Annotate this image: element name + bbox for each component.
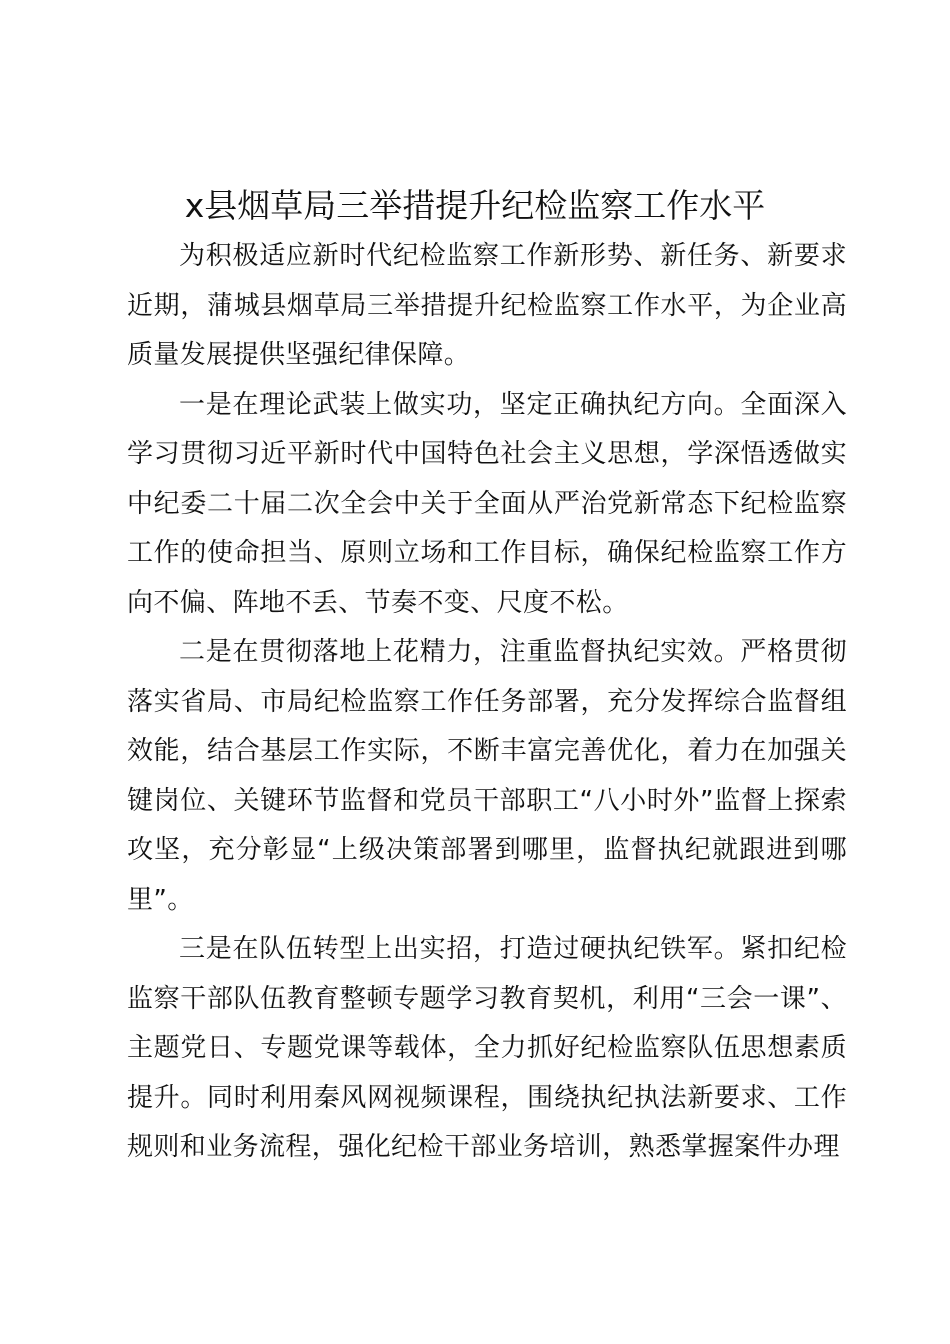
paragraph-team: 三是在队伍转型上出实招，打造过硬执纪铁军。紧扣纪检监察干部队伍教育整顿专题学习教育契机，利用“三会一课”、主题党日、专题党课等载体，全力抓好纪检监察队伍思想素质提升。同时利用秦风网视频课程，围绕执纪执法新要求、工作规则和业务流程，强化纪检干部业务培训，熟悉掌握案件办理 xyxy=(127,934,847,1162)
document-body xyxy=(127,232,847,1173)
document-title: x县烟草局三举措提升纪检监察工作水平 xyxy=(184,186,766,225)
paragraph-implementation: 二是在贯彻落地上花精力，注重监督执纪实效。严格贯彻落实省局、市局纪检监察工作任务部署，充分发挥综合监督组效能，结合基层工作实际，不断丰富完善优化，着力在加强关键岗位、关键环节监督和党员干部职工“八小时外”监督上探索攻坚，充分彰显“上级决策部署到哪里，监督执纪就跟进到哪里”。 xyxy=(127,637,847,915)
paragraph-theory: 一是在理论武装上做实功，坚定正确执纪方向。全面深入学习贯彻习近平新时代中国特色社会主义思想，学深悟透做实中纪委二十届二次全会中关于全面从严治党新常态下纪检监察工作的使命担当、原则立场和工作目标，确保纪检监察工作方向不偏、阵地不丢、节奏不变、尺度不松。 xyxy=(127,389,847,618)
paragraph-intro: 为积极适应新时代纪检监察工作新形势、新任务、新要求近期，蒲城县烟草局三举措提升纪检监察工作水平，为企业高质量发展提供坚强纪律保障。 xyxy=(127,241,847,370)
